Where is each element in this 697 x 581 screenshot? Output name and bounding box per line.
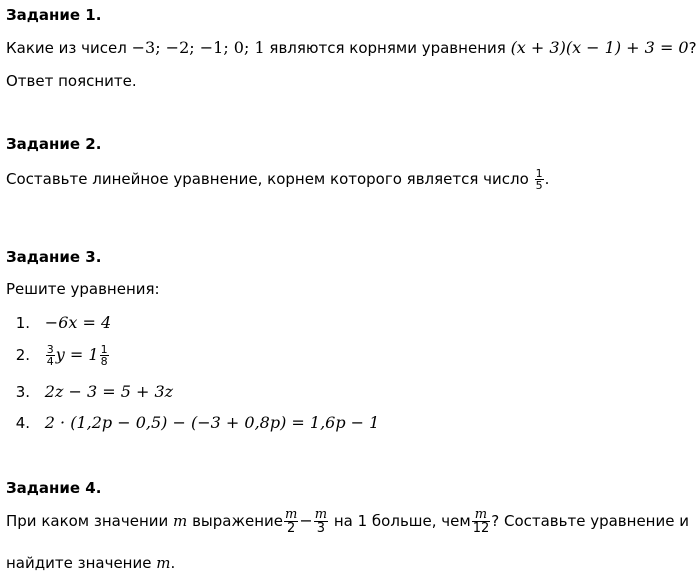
task4-fraction-1 xyxy=(284,508,298,535)
task2-text: Составьте линейное уравнение, корнем которого является число xyxy=(6,170,529,188)
task4-line1 xyxy=(6,508,689,535)
list-number: 3. xyxy=(15,383,30,401)
task4-p4: ? Составьте уравнение и xyxy=(491,512,689,530)
task4-p3: на 1 больше, чем xyxy=(333,512,471,530)
equation-part: y = 1 xyxy=(55,345,99,364)
frac-num: 1 xyxy=(100,343,108,356)
task1-middle: являются корнями уравнения xyxy=(269,39,506,57)
task3-item-1 xyxy=(6,313,111,332)
frac-num: m xyxy=(472,508,491,522)
task1-line2: Ответ поясните. xyxy=(6,72,137,90)
list-number: 4. xyxy=(15,414,30,432)
equation: 2z − 3 = 5 + 3z xyxy=(44,382,174,401)
task2-title: Задание 2. xyxy=(6,135,102,153)
task4-line2-var: m xyxy=(156,554,171,572)
task4-line2 xyxy=(6,554,175,572)
task4-fraction-2 xyxy=(314,508,328,535)
task2-line xyxy=(6,168,549,191)
task1-line1 xyxy=(6,38,697,57)
task1-equation: (x + 3)(x − 1) + 3 = 0 xyxy=(510,38,689,57)
task2-end: . xyxy=(544,170,550,188)
equation: 2 · (1,2p − 0,5) − (−3 + 0,8p) = 1,6p − 1 xyxy=(44,413,380,432)
frac-den: 12 xyxy=(472,521,490,536)
task4-fraction-3 xyxy=(472,508,491,535)
task1-prefix: Какие из чисел xyxy=(6,39,127,57)
fraction xyxy=(46,344,55,367)
frac-den: 8 xyxy=(100,355,108,368)
list-number: 2. xyxy=(15,346,30,364)
frac-num: m xyxy=(285,507,298,522)
task3-intro: Решите уравнения: xyxy=(6,280,160,298)
task4-title: Задание 4. xyxy=(6,479,102,497)
frac-num: 3 xyxy=(46,343,54,356)
list-number: 1. xyxy=(15,314,30,332)
task4-p1: При каком значении xyxy=(6,512,169,530)
mixed-fraction xyxy=(100,344,109,367)
task2-frac-num: 1 xyxy=(535,167,543,180)
task3-item-2 xyxy=(6,344,110,367)
task1-title: Задание 1. xyxy=(6,6,102,24)
task4-line2-prefix: найдите значение xyxy=(6,554,152,572)
equation: −6x = 4 xyxy=(44,313,112,332)
task2-fraction xyxy=(535,168,544,191)
task4-line2-end: . xyxy=(170,554,176,572)
task3-item-4 xyxy=(6,413,379,432)
task3-item-3 xyxy=(6,382,173,401)
frac-den: 3 xyxy=(316,521,326,536)
task2-frac-den: 5 xyxy=(535,179,543,192)
task4-minus: − xyxy=(299,511,313,530)
task4-var-m: m xyxy=(173,512,188,530)
frac-num: m xyxy=(314,507,328,522)
task3-title: Задание 3. xyxy=(6,248,102,266)
task1-qmark: ? xyxy=(688,39,697,57)
task4-p2: выражение xyxy=(192,512,283,530)
frac-den: 2 xyxy=(287,521,296,536)
task1-numbers: −3; −2; −1; 0; 1 xyxy=(131,38,265,57)
frac-den: 4 xyxy=(46,355,54,368)
